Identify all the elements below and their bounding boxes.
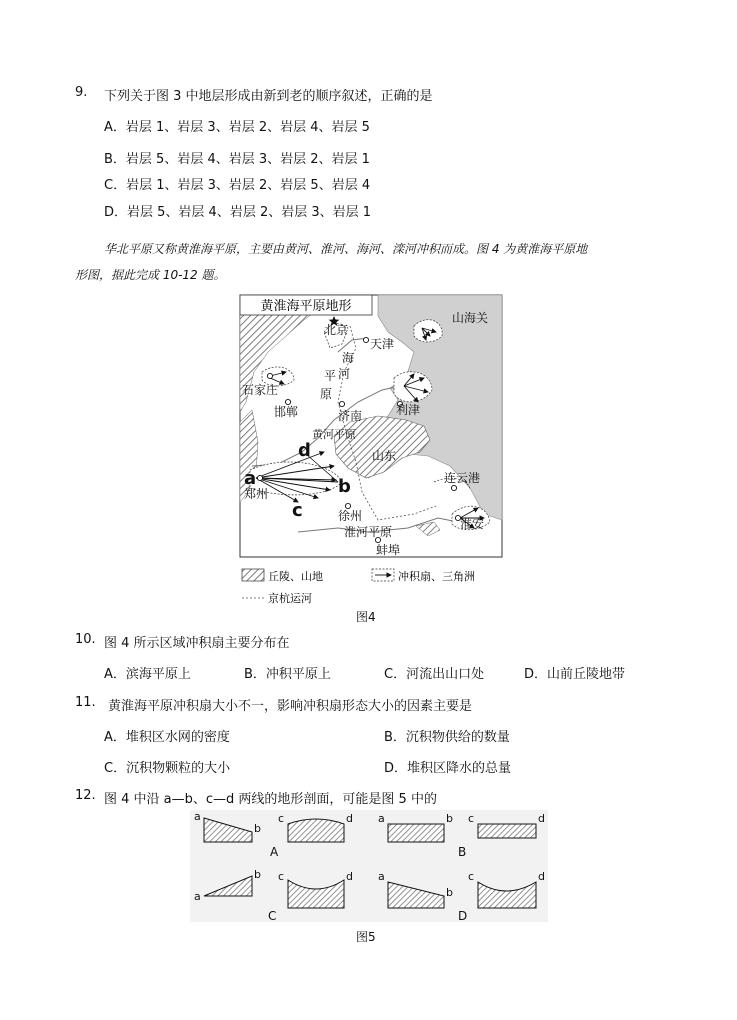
p-b-b: b [446,812,453,825]
figure-4-map [238,292,506,608]
p-a-b: b [254,822,261,835]
q12-stem: 图 4 中沿 a—b、c—d 两线的地形剖面，可能是图 5 中的 [104,792,437,807]
q9-option-b: B．岩层 5、岩层 4、岩层 3、岩层 2、岩层 1 [104,152,370,167]
label-huaian: 淮安 [460,517,485,531]
label-yuan: 原 [320,387,333,401]
q11-stem: 黄淮海平原冲积扇大小不一，影响冲积扇形态大小的因素主要是 [108,699,473,714]
q10-stem: 图 4 所示区域冲积扇主要分布在 [104,636,290,651]
p-d-d: d [538,870,545,883]
figure-5-profiles [190,810,548,922]
figure-5-caption: 图5 [356,930,376,944]
profile-a-cd [288,819,344,842]
p-c-a: a [194,890,201,903]
q9-number: 9. [75,85,88,100]
label-tianjin: 天津 [370,337,395,351]
p-b-a: a [378,812,385,825]
p-d-c: c [468,870,475,883]
p-a-c: c [278,812,285,825]
label-huaihe-plain: 淮河平原 [344,525,393,539]
label-xuzhou: 徐州 [338,509,363,523]
q9-option-c: C．岩层 1、岩层 3、岩层 2、岩层 5、岩层 4 [104,178,371,193]
q10-option-c: C．河流出山口处 [384,667,485,682]
legend-canal-label: 京杭运河 [268,592,312,605]
label-handan: 邯郸 [274,405,299,419]
intro-line-1: 华北平原又称黄淮海平原，主要由黄河、淮河、海河、滦河冲积而成。图 4 为黄淮海平原地 [104,242,588,256]
profile-b-cd [478,824,536,838]
q9-option-a: A．岩层 1、岩层 3、岩层 2、岩层 4、岩层 5 [104,120,370,135]
legend-hills-swatch [242,569,264,581]
q10-option-a: A．滨海平原上 [104,667,191,682]
q10-option-d: D．山前丘陵地带 [524,667,626,682]
p-b-c: c [468,812,475,825]
q11-option-c: C．沉积物颗粒的大小 [104,761,231,776]
label-he: 河 [338,367,351,381]
label-shandong: 山东 [372,449,397,463]
point-label-d: d [298,440,311,461]
profile-b-ab [388,824,444,842]
p-b-d: d [538,812,545,825]
profile-option-a: A [270,845,279,859]
label-jinan: 济南 [338,409,363,423]
fan-shanhaiguan [414,320,442,342]
label-zhengzhou: 郑州 [244,487,269,501]
profile-option-d: D [458,909,468,922]
label-huanghe-plain: 黄河平原 [312,428,356,441]
map-title: 黄淮海平原地形 [260,299,352,314]
point-label-c: c [292,500,303,521]
q11-number: 11. [75,695,96,710]
point-label-b: b [338,476,351,497]
p-c-d: d [346,870,353,883]
p-c-c: c [278,870,285,883]
label-lijin: 利津 [396,403,421,417]
figure-4-caption: 图4 [356,610,376,624]
p-d-a: a [378,870,385,883]
q9-stem: 下列关于图 3 中地层形成由新到老的顺序叙述，正确的是 [104,89,433,104]
q11-option-b: B．沉积物供给的数量 [384,730,510,745]
p-d-b: b [446,886,453,899]
label-bengbu: 蚌埠 [376,543,401,557]
label-shanhaiguan: 山海关 [452,311,489,325]
q11-option-a: A．堆积区水网的密度 [104,730,230,745]
q10-option-b: B．冲积平原上 [244,667,331,682]
label-beijing: 北京 [324,323,349,337]
label-lianyungang: 连云港 [444,471,481,485]
point-label-a: a [244,468,257,489]
q10-number: 10. [75,632,96,647]
legend-hills-label: 丘陵、山地 [268,570,323,583]
label-shijiazhuang: 石家庄 [242,383,279,397]
p-a-a: a [194,810,201,823]
legend-fan-label: 冲积扇、三角洲 [398,570,475,583]
label-hai: 海 [342,351,355,365]
q12-number: 12. [75,788,96,803]
p-a-d: d [346,812,353,825]
q9-option-d: D．岩层 5、岩层 4、岩层 2、岩层 3、岩层 1 [104,205,372,220]
profile-option-c: C [268,909,277,922]
profile-option-b: B [458,845,467,859]
label-ping: 平 [324,369,337,383]
p-c-b: b [254,868,261,881]
q11-option-d: D．堆积区降水的总量 [384,761,512,776]
intro-line-2: 形图，据此完成 10-12 题。 [75,268,226,282]
